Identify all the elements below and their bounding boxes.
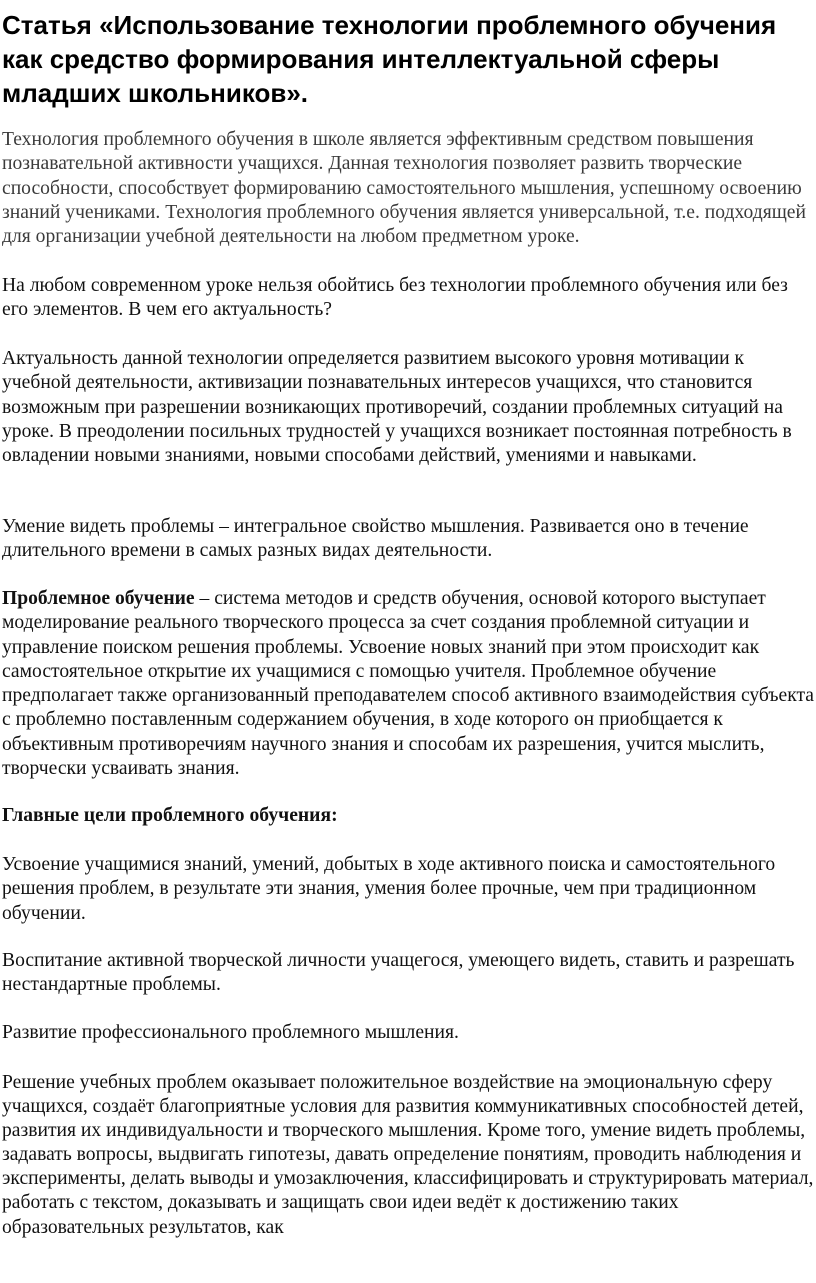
article-title: Статья «Использование технологии проблемного обучения как средство формирования интеллектуальной сферы младших школьников». <box>2 10 777 108</box>
definition-text: – система методов и средств обучения, основой которого выступает моделирование реального творческого процесса за счет создания проблемной ситуации и управление поиском решения проблемы. Усвоение новых знаний при этом происходит как самостоятельное открытие их учащимися с помощью учителя. Проблемное обучение предполагает также организованный преподавателем способ активного взаимодействия субъекта с проблемно поставленным содержанием обучения, в ходе которого он приобщается к объективным противоречиям научного знания и способам их разрешения, учится мыслить, творчески усваивать знания. <box>2 588 815 780</box>
goal-item-2: Воспитание активной творческой личности учащегося, умеющего видеть, ставить и разрешать нестандартные проблемы. <box>2 950 795 996</box>
goal-item-1: Усвоение учащимися знаний, умений, добытых в ходе активного поиска и самостоятельного решения проблем, в результате эти знания, умения более прочные, чем при традиционном обучении. <box>2 854 776 924</box>
intro-paragraph: Технология проблемного обучения в школе является эффективным средством повышения познавательной активности учащихся. Данная технология позволяет развить творческие способности, способствует формированию самостоятельного мышления, успешному освоению знаний учениками. Технология проблемного обучения является универсальной, т.е. подходящей для организации учебной деятельности на любом предметном уроке. <box>2 129 806 248</box>
definition-paragraph <box>2 587 814 781</box>
goal-item-3: Развитие профессионального проблемного мышления. <box>2 1022 459 1043</box>
relevance-paragraph: Актуальность данной технологии определяется развитием высокого уровня мотивации к учебной деятельности, активизации познавательных интересов учащихся, что становится возможным при разрешении возникающих противоречий, создании проблемных ситуаций на уроке. В преодолении посильных трудностей у учащихся возникает постоянная потребность в овладении новыми знаниями, новыми способами действий, умениями и навыками. <box>2 348 792 467</box>
question-paragraph: На любом современном уроке нельзя обойтись без технологии проблемного обучения или без его элементов. В чем его актуальность? <box>2 275 788 321</box>
definition-term: Проблемное обучение <box>2 588 195 609</box>
outcomes-paragraph: Решение учебных проблем оказывает положительное воздействие на эмоциональную сферу учащихся, создаёт благоприятные условия для развития коммуникативных способностей детей, развития их индивидуальности и творческого мышления. Кроме того, умение видеть проблемы, задавать вопросы, выдвигать гипотезы, давать определение понятиям, проводить наблюдения и эксперименты, делать выводы и умозаключения, классифицировать и структурировать материал, работать с текстом, доказывать и защищать свои идеи ведёт к достижению таких образовательных результатов, как <box>2 1072 814 1238</box>
problem-skill-paragraph: Умение видеть проблемы – интегральное свойство мышления. Развивается оно в течение длительного времени в самых разных видах деятельности. <box>2 516 749 562</box>
goals-heading: Главные цели проблемного обучения: <box>2 805 338 826</box>
